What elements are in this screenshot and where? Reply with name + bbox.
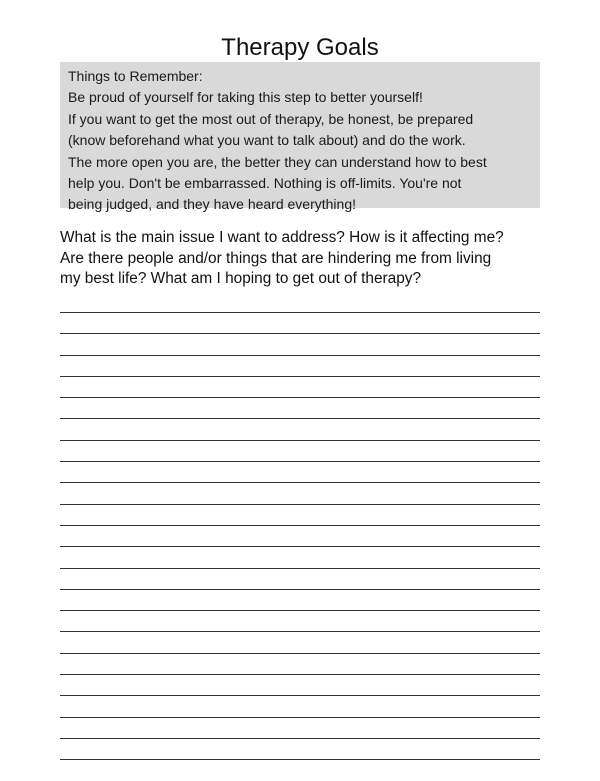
writing-line[interactable] xyxy=(60,376,540,377)
prompt-line: my best life? What am I hoping to get out of therapy? xyxy=(60,270,422,288)
writing-line[interactable] xyxy=(60,653,540,654)
reminder-box xyxy=(60,62,540,213)
writing-line[interactable] xyxy=(60,482,540,483)
writing-lines[interactable] xyxy=(60,312,540,781)
prompt-question xyxy=(60,228,546,290)
writing-line[interactable] xyxy=(60,546,540,547)
writing-line[interactable] xyxy=(60,312,540,313)
writing-line[interactable] xyxy=(60,461,540,462)
writing-line[interactable] xyxy=(60,418,540,419)
writing-line[interactable] xyxy=(60,631,540,632)
writing-line[interactable] xyxy=(60,397,540,398)
writing-line[interactable] xyxy=(60,589,540,590)
reminder-line: (know beforehand what you want to talk about) and do the work. xyxy=(68,132,466,149)
reminder-line: being judged, and they have heard everything! xyxy=(68,196,356,213)
writing-line[interactable] xyxy=(60,695,540,696)
reminder-line: If you want to get the most out of therapy, be honest, be prepared xyxy=(68,110,474,127)
prompt-line: What is the main issue I want to address? How is it affecting me? xyxy=(60,229,504,246)
prompt-line: Are there people and/or things that are hindering me from living xyxy=(60,249,492,267)
page-title: Therapy Goals xyxy=(221,34,379,61)
writing-line[interactable] xyxy=(60,738,540,739)
writing-line[interactable] xyxy=(60,717,540,718)
writing-line[interactable] xyxy=(60,568,540,569)
writing-line[interactable] xyxy=(60,333,540,334)
writing-line[interactable] xyxy=(60,610,540,611)
reminder-line: The more open you are, the better they can understand how to best xyxy=(68,153,487,170)
writing-line[interactable] xyxy=(60,355,540,356)
reminder-line: help you. Don't be embarrassed. Nothing is off-limits. You're not xyxy=(68,175,462,192)
writing-line[interactable] xyxy=(60,674,540,675)
writing-line[interactable] xyxy=(60,759,540,760)
writing-line[interactable] xyxy=(60,504,540,505)
reminder-line: Be proud of yourself for taking this step to better yourself! xyxy=(68,89,423,106)
reminder-heading: Things to Remember: xyxy=(68,68,203,84)
writing-line[interactable] xyxy=(60,440,540,441)
writing-line[interactable] xyxy=(60,525,540,526)
